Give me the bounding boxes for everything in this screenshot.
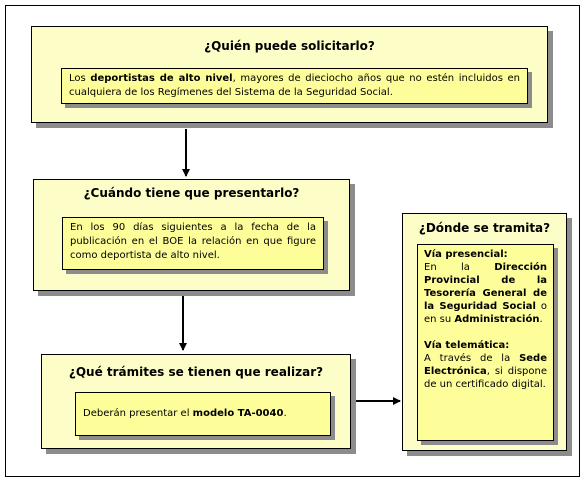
who-can-apply-title: ¿Quién puede solicitarlo?	[204, 39, 375, 53]
online-label: Vía telemática:	[424, 340, 510, 351]
procedures-text: Deberán presentar el modelo TA-0040.	[75, 392, 331, 436]
procedures-box	[41, 354, 351, 449]
where-to-process-title: ¿Dónde se tramita?	[418, 221, 551, 235]
who-can-apply-box	[31, 26, 548, 123]
where-to-process-box	[402, 213, 567, 451]
procedures-title: ¿Qué trámites se tienen que realizar?	[68, 365, 324, 379]
in-person-label: Vía presencial:	[424, 249, 508, 260]
when-to-submit-box	[33, 179, 350, 291]
who-can-apply-text: Los deportistas de alto nivel, mayores de dieciocho años que no estén incluidos en cualquiera de los Regímenes del Sistema de la Seguridad Social.	[61, 68, 528, 104]
when-to-submit-text: En los 90 días siguientes a la fecha de la publicación en el BOE la relación en que figure como deportista de alto nivel.	[62, 217, 324, 270]
when-to-submit-title: ¿Cuándo tiene que presentarlo?	[83, 186, 300, 200]
diagram-frame	[5, 5, 580, 477]
where-to-process-text: Vía presencial: En la Dirección Provincial de la Tesorería General de la Seguridad Social o en su Administración. Vía telemática: A través de la Sede Electrónica, si dispone de un certificado digital.	[417, 244, 554, 441]
